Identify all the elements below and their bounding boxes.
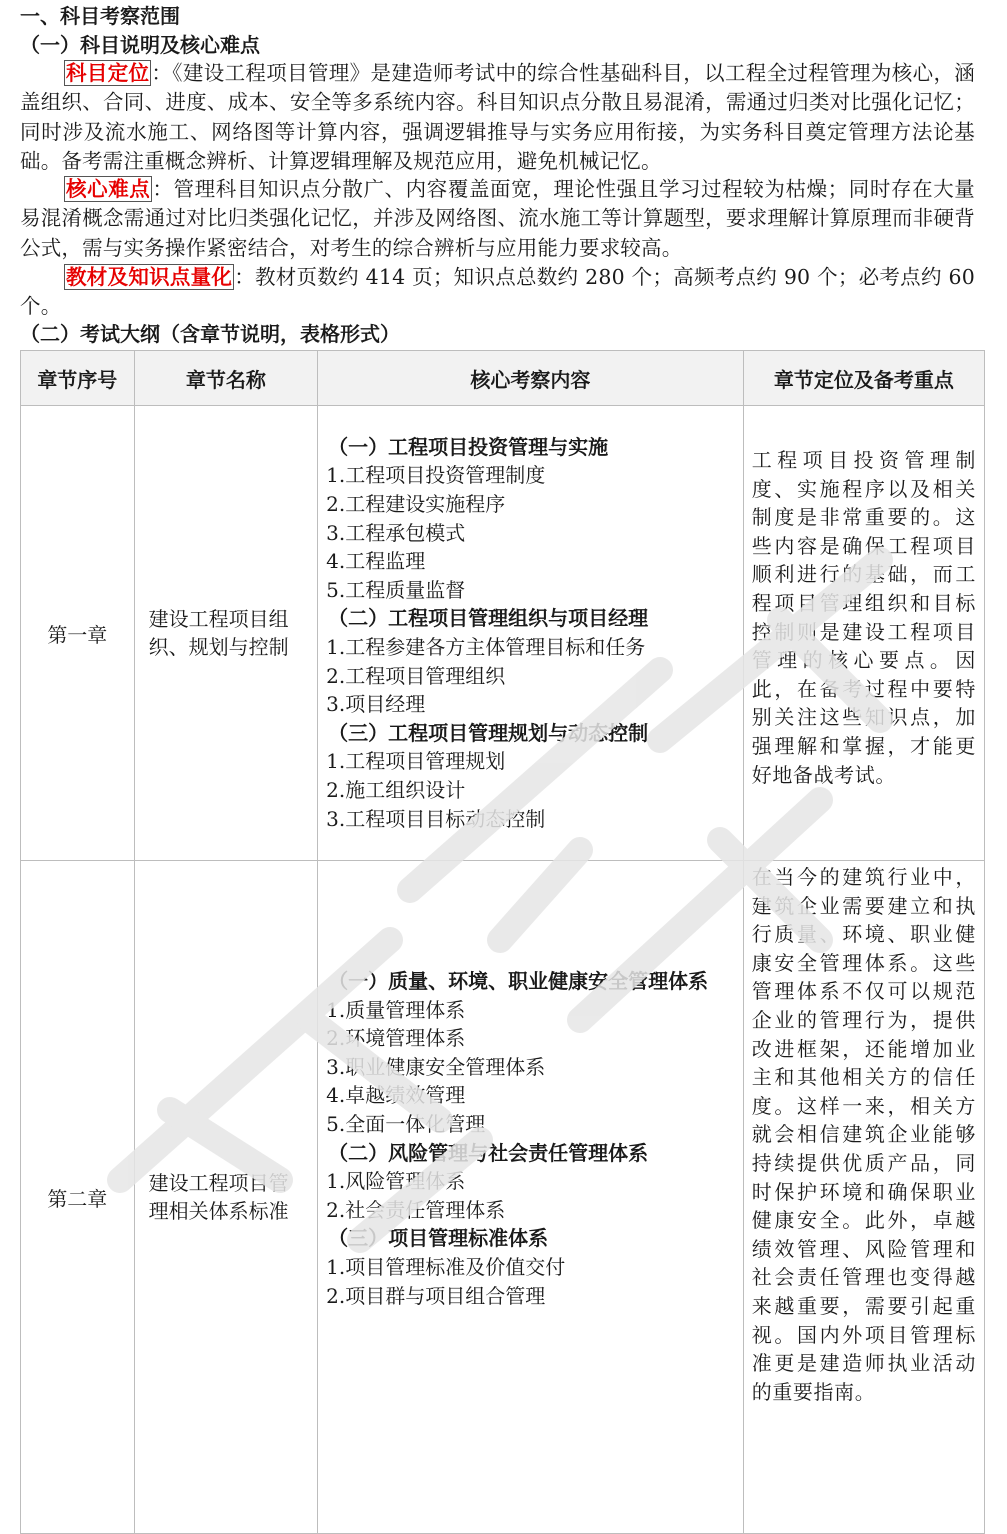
content-item: 3.工程承包模式	[326, 520, 466, 545]
content-item: 1.工程项目投资管理制度	[326, 463, 546, 488]
content-section-title: （一）质量、环境、职业健康安全管理体系	[328, 969, 709, 993]
content-item: 3.项目经理	[326, 692, 426, 717]
content-item: 2.环境管理体系	[326, 1026, 466, 1051]
content-item: 2.社会责任管理体系	[326, 1197, 506, 1222]
paragraph-core-difficulty	[20, 175, 975, 263]
content-item: 1.工程项目管理规划	[326, 749, 506, 774]
table-row	[21, 406, 985, 861]
tag-label: 教材及知识点量化	[66, 265, 233, 289]
content-section-title: （二）工程项目管理组织与项目经理	[328, 606, 649, 631]
paragraph-subject-positioning	[20, 59, 975, 177]
content-item: 2.施工组织设计	[326, 777, 466, 802]
column-header: 章节定位及备考重点	[743, 351, 984, 406]
column-header: 章节名称	[134, 351, 318, 406]
table-row	[21, 861, 985, 1534]
column-header: 章节序号	[21, 351, 135, 406]
content-item: 3.职业健康安全管理体系	[326, 1054, 546, 1079]
content-item: 4.工程监理	[326, 549, 426, 574]
chapter-number: 第一章	[21, 406, 135, 861]
content-item: 1.风险管理体系	[326, 1169, 466, 1194]
chapter-name: 建设工程项目组织、规划与控制	[134, 406, 318, 861]
content-item: 3.工程项目目标动态控制	[326, 806, 546, 831]
chapter-content	[318, 861, 744, 1534]
subsection-heading-2: （二）考试大纲（含章节说明，表格形式）	[20, 322, 400, 346]
chapter-number: 第二章	[21, 861, 135, 1534]
column-header: 核心考察内容	[318, 351, 744, 406]
content-section-title: （一）工程项目投资管理与实施	[328, 434, 609, 459]
content-section-title: （三）项目管理标准体系	[328, 1226, 549, 1251]
content-item: 2.工程建设实施程序	[326, 492, 506, 517]
exam-outline-table	[20, 350, 985, 1534]
tag-separator: ：	[151, 61, 173, 85]
tag-label: 科目定位	[66, 61, 150, 85]
content-item: 1.质量管理体系	[326, 997, 466, 1022]
content-item: 2.工程项目管理组织	[326, 663, 506, 688]
chapter-name: 建设工程项目管理相关体系标准	[134, 861, 318, 1534]
content-item: 1.工程参建各方主体管理目标和任务	[326, 635, 646, 659]
table-header-row	[21, 351, 985, 406]
content-item: 5.全面一体化管理	[326, 1111, 486, 1136]
content-item: 2.项目群与项目组合管理	[326, 1283, 546, 1308]
section-heading: 一、科目考察范围	[20, 4, 180, 28]
paragraph-text: 教材页数约 414 页；知识点总数约 280 个；高频考点约 90 个；必考点约 60 个。	[20, 265, 976, 319]
paragraph-text: 《建设工程项目管理》是建造师考试中的综合性基础科目，以工程全过程管理为核心，涵盖组织、合同、进度、成本、安全等多系统内容。科目知识点分散且易混淆，需通过归类对比强化记忆；同时涉及流水施工、网络图等计算内容，强调逻辑推导与实务应用衔接，为实务科目奠定管理方法论基础。备考需注重概念辨析、计算逻辑理解及规范应用，避免机械记忆。	[20, 61, 975, 174]
content-item: 4.卓越绩效管理	[326, 1083, 466, 1108]
content-item: 5.工程质量监督	[326, 577, 466, 602]
paragraph-textbook-quantification	[20, 263, 975, 322]
paragraph-text: 管理科目知识点分散广、内容覆盖面宽，理论性强且学习过程较为枯燥；同时存在大量易混淆概念需通过对比归类强化记忆，并涉及网络图、流水施工等计算题型，要求理解计算原理而非硬背公式，需与实务操作紧密结合，对考生的综合辨析与应用能力要求较高。	[20, 177, 975, 260]
content-item: 1.项目管理标准及价值交付	[326, 1254, 566, 1279]
chapter-note: 在当今的建筑行业中，建筑企业需要建立和执行质量、环境、职业健康安全管理体系。这些管理体系不仅可以规范企业的管理行为，提供改进框架，还能增加业主和其他相关方的信任度。这样一来，相关方就会相信建筑企业能够持续提供优质产品，同时保护环境和确保职业健康安全。此外，卓越绩效管理、风险管理和社会责任管理也变得越来越重要，需要引起重视。国内外项目管理标准更是建造师执业活动的重要指南。	[743, 861, 984, 1534]
tag-separator: ：	[234, 265, 255, 289]
tag-label: 核心难点	[66, 177, 151, 201]
chapter-content	[318, 406, 744, 861]
chapter-note: 工程项目投资管理制度、实施程序以及相关制度是非常重要的。这些内容是确保工程项目顺利进行的基础，而工程项目管理组织和目标控制则是建设工程项目管理的核心要点。因此，在备考过程中要特别关注这些知识点，加强理解和掌握，才能更好地备战考试。	[743, 406, 984, 861]
subsection-heading-1: （一）科目说明及核心难点	[20, 33, 260, 57]
content-section-title: （二）风险管理与社会责任管理体系	[328, 1140, 649, 1165]
tag-separator: ：	[152, 177, 174, 201]
content-section-title: （三）工程项目管理规划与动态控制	[328, 720, 649, 745]
